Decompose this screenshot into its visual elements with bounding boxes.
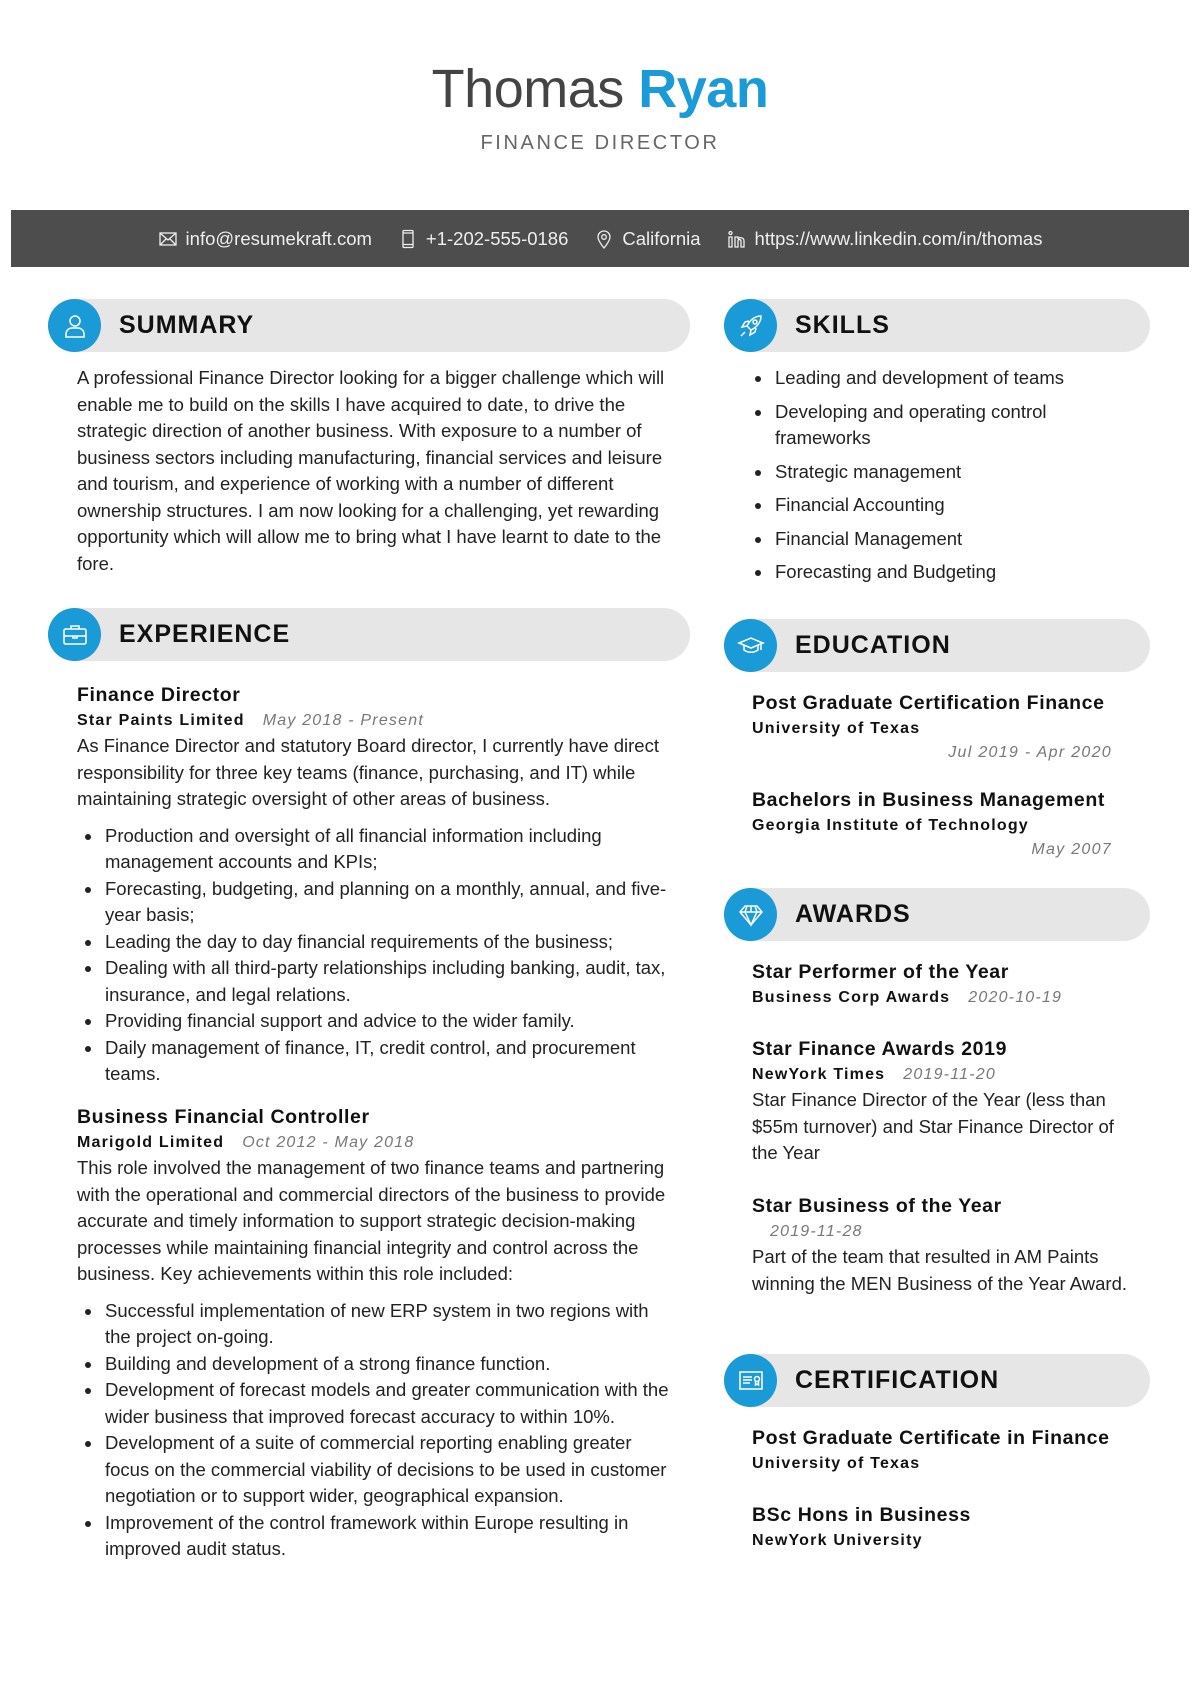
certification-school: NewYork University [752,1532,923,1549]
last-name: Ryan [638,59,769,119]
location-pin-icon [594,229,614,249]
school: Georgia Institute of Technology [752,817,1029,834]
skills-header [724,299,1150,352]
skill-item: Financial Management [747,526,1147,553]
job-entry [77,1104,677,1563]
certification-header [724,1354,1150,1407]
skill-item: Leading and development of teams [747,365,1147,392]
linkedin-icon [727,229,747,249]
awards-header [724,888,1150,941]
certification-entry [752,1425,1152,1476]
briefcase-icon [48,608,101,661]
education-dates: Jul 2019 - Apr 2020 [948,744,1112,761]
job-company: Marigold Limited [77,1134,225,1151]
location-text: California [622,227,701,249]
bullet-item: Development of a suite of commercial reporting enabling greater focus on the commercial viability of decisions to be used in customer negotiation or to support wider, geographical expansion. [77,1430,677,1510]
certification-title: BSc Hons in Business [752,1504,971,1526]
award-title: Star Business of the Year [752,1195,1002,1217]
job-meta [77,1131,677,1155]
bullet-item: Leading the day to day financial requirements of the business; [77,929,677,956]
phone-icon [398,229,418,249]
degree: Post Graduate Certification Finance [752,692,1105,714]
contact-linkedin[interactable] [727,228,1043,250]
job-bullets [77,823,677,1088]
user-icon [48,299,101,352]
education-header [724,619,1150,672]
section-title: EDUCATION [795,631,951,659]
contact-bar [11,210,1189,267]
summary-header [48,299,690,352]
bullet-item: Dealing with all third-party relationships including banking, audit, tax, insurance, and legal relations. [77,955,677,1008]
award-date: 2019-11-20 [903,1066,996,1083]
school: University of Texas [752,720,921,737]
diamond-icon [724,888,777,941]
skills-list [747,365,1147,586]
contact-email[interactable] [158,228,372,250]
graduation-cap-icon [724,619,777,672]
bullet-item: Providing financial support and advice to the wider family. [77,1008,677,1035]
education-dates: May 2007 [1031,841,1112,858]
education-entry [752,690,1152,765]
job-dates: May 2018 - Present [262,712,424,729]
section-title: SUMMARY [119,311,255,339]
job-meta [77,709,677,733]
job-position: Business Financial Controller [77,1106,370,1128]
bullet-item: Successful implementation of new ERP system in two regions with the project on-going. [77,1298,677,1351]
bullet-item: Production and oversight of all financial information including management accounts and KPIs; [77,823,677,876]
award-title: Star Finance Awards 2019 [752,1038,1008,1060]
certification-title: Post Graduate Certificate in Finance [752,1427,1110,1449]
award-description: Star Finance Director of the Year (less than $55m turnover) and Star Finance Director of the Year [752,1089,1114,1163]
bullet-item: Development of forecast models and greater communication with the wider business that improved forecast accuracy to within 10%. [77,1377,677,1430]
job-dates: Oct 2012 - May 2018 [242,1134,415,1151]
job-position: Finance Director [77,684,241,706]
award-date: 2020-10-19 [968,989,1063,1006]
job-description: This role involved the management of two finance teams and partnering with the operational and commercial directors of the business to provide accurate and timely information to support strategic decision-making processes while maintaining financial integrity and control across the business. Key achievements within this role included: [77,1157,666,1284]
bullet-item: Building and development of a strong finance function. [77,1351,677,1378]
phone-text: +1-202-555-0186 [425,227,569,249]
job-title: FINANCE DIRECTOR [480,132,720,154]
bullet-item: Improvement of the control framework within Europe resulting in improved audit status. [77,1510,677,1563]
job-entry [77,682,677,1088]
section-title: AWARDS [795,900,911,928]
contact-location [594,228,700,250]
section-title: EXPERIENCE [119,620,291,648]
skill-item: Strategic management [747,459,1147,486]
linkedin-text: https://www.linkedin.com/in/thomas [754,227,1043,249]
award-org: NewYork Times [752,1066,886,1083]
candidate-name [0,58,1200,120]
award-description: Part of the team that resulted in AM Paints winning the MEN Business of the Year Award. [752,1246,1128,1294]
degree: Bachelors in Business Management [752,789,1105,811]
skill-item: Forecasting and Budgeting [747,559,1147,586]
job-description: As Finance Director and statutory Board director, I currently have direct responsibility for three key teams (finance, purchasing, and IT) while maintaining strategic oversight of other areas of business. [77,735,659,809]
award-entry [752,959,1152,1010]
award-entry [752,1193,1130,1297]
certification-entry [752,1502,1152,1553]
summary-text: A professional Finance Director looking for a bigger challenge which will enable me to build on the skills I have acquired to date, to drive the strategic direction of another business. With exposure to a number of business sectors including manufacturing, financial services and leisure and tourism, and experience of working with a number of different ownership structures. I am now looking for a challenging, yet rewarding opportunity which will allow me to bring what I have learnt to date to the fore. [77,367,665,574]
bullet-item: Daily management of finance, IT, credit control, and procurement teams. [77,1035,677,1088]
section-title: CERTIFICATION [795,1366,1000,1394]
first-name: Thomas [431,59,624,119]
experience-header [48,608,690,661]
certificate-icon [724,1354,777,1407]
skill-item: Financial Accounting [747,492,1147,519]
certification-school: University of Texas [752,1455,921,1472]
award-entry [752,1036,1130,1167]
bullet-item: Forecasting, budgeting, and planning on a monthly, annual, and five-year basis; [77,876,677,929]
contact-phone[interactable] [398,228,568,250]
award-org: Business Corp Awards [752,989,951,1006]
rocket-icon [724,299,777,352]
section-title: SKILLS [795,311,890,339]
envelope-icon [158,229,178,249]
education-entry [752,787,1152,862]
award-date: 2019-11-28 [770,1223,863,1240]
email-text: info@resumekraft.com [185,227,372,249]
award-title: Star Performer of the Year [752,961,1009,983]
job-bullets [77,1298,677,1563]
job-company: Star Paints Limited [77,712,245,729]
skill-item: Developing and operating control frameworks [747,399,1147,452]
